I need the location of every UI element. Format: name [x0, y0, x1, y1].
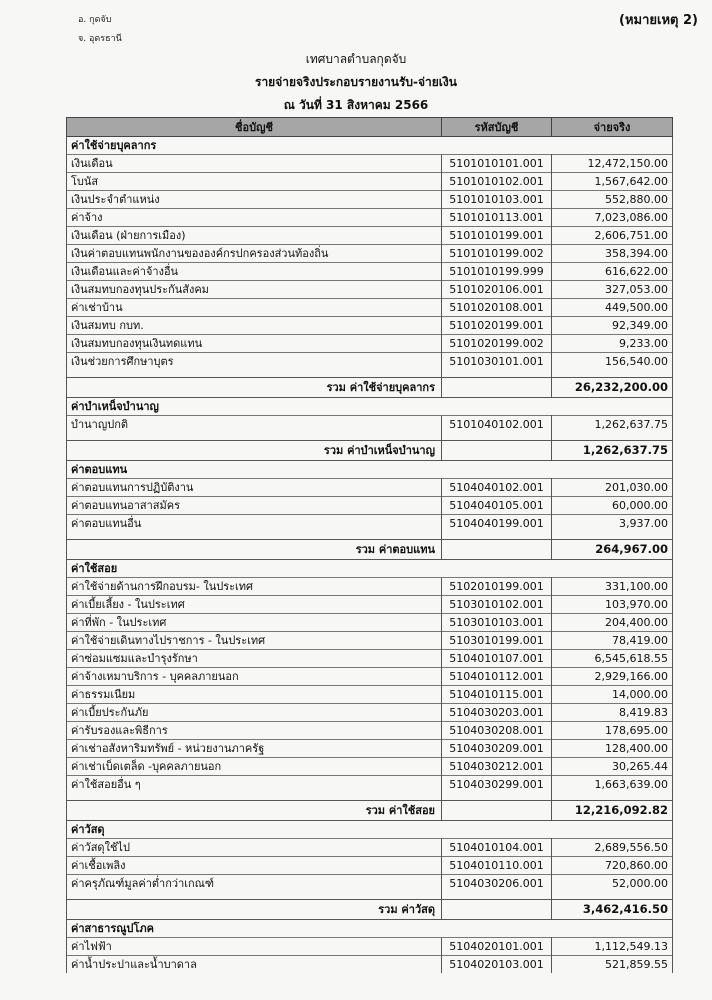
- subtotal-row: [67, 540, 673, 560]
- account-amount: 3,937.00: [552, 515, 673, 533]
- spacer-row: [67, 433, 673, 441]
- spacer-row: [67, 892, 673, 900]
- spacer-cell: [552, 532, 673, 540]
- spacer-row: [67, 370, 673, 378]
- account-amount: 6,545,618.55: [552, 650, 673, 668]
- account-name: เงินสมทบ กบท.: [67, 317, 442, 335]
- account-amount: 327,053.00: [552, 281, 673, 299]
- account-code: 5101010113.001: [442, 209, 552, 227]
- account-amount: 552,880.00: [552, 191, 673, 209]
- category-title: ค่าสาธารณูปโภค: [67, 920, 442, 938]
- table-header-row: [67, 118, 673, 137]
- table-row: [67, 263, 673, 281]
- spacer-cell: [552, 433, 673, 441]
- subtotal-label: รวม ค่าบำเหน็จบำนาญ: [67, 441, 442, 461]
- subtotal-label: รวม ค่าวัสดุ: [67, 900, 442, 920]
- table-row: [67, 227, 673, 245]
- account-code: 5104040105.001: [442, 497, 552, 515]
- category-amount-cell: [552, 137, 673, 155]
- expense-table: [66, 117, 673, 973]
- table-row: [67, 956, 673, 974]
- account-code: 5104040102.001: [442, 479, 552, 497]
- account-code: 5104010112.001: [442, 668, 552, 686]
- account-code: 5101010199.002: [442, 245, 552, 263]
- account-name: เงินประจำตำแหน่ง: [67, 191, 442, 209]
- category-code-cell: [442, 920, 552, 938]
- account-name: บำนาญปกติ: [67, 416, 442, 434]
- table-row: [67, 857, 673, 875]
- subtotal-code-cell: [442, 540, 552, 560]
- table-row: [67, 686, 673, 704]
- table-row: [67, 776, 673, 794]
- account-code: 5104030299.001: [442, 776, 552, 794]
- account-name: ค่าตอบแทนการปฏิบัติงาน: [67, 479, 442, 497]
- column-header-name: ชื่อบัญชี: [67, 118, 442, 137]
- subtotal-label: รวม ค่าตอบแทน: [67, 540, 442, 560]
- account-name: เงินสมทบกองทุนเงินทดแทน: [67, 335, 442, 353]
- account-code: 5101040102.001: [442, 416, 552, 434]
- account-code: 5104010115.001: [442, 686, 552, 704]
- column-header-code: รหัสบัญชี: [442, 118, 552, 137]
- subtotal-label: รวม ค่าใช้สอย: [67, 801, 442, 821]
- account-code: 5102010199.001: [442, 578, 552, 596]
- table-row: [67, 515, 673, 533]
- category-amount-cell: [552, 821, 673, 839]
- category-row: [67, 560, 673, 578]
- subtotal-code-cell: [442, 441, 552, 461]
- subtotal-code-cell: [442, 801, 552, 821]
- account-code: 5104020101.001: [442, 938, 552, 956]
- account-name: เงินค่าตอบแทนพนักงานขององค์กรปกครองส่วนท้องถิ่น: [67, 245, 442, 263]
- account-name: ค่าตอบแทนอาสาสมัคร: [67, 497, 442, 515]
- table-row: [67, 416, 673, 434]
- account-amount: 358,394.00: [552, 245, 673, 263]
- account-amount: 92,349.00: [552, 317, 673, 335]
- subtotal-amount: 3,462,416.50: [552, 900, 673, 920]
- table-row: [67, 650, 673, 668]
- table-row: [67, 191, 673, 209]
- account-code: 5103010102.001: [442, 596, 552, 614]
- org-name: เทศบาลตำบลกุดจับ: [305, 52, 407, 66]
- table-row: [67, 209, 673, 227]
- account-code: 5101010103.001: [442, 191, 552, 209]
- category-row: [67, 821, 673, 839]
- account-amount: 449,500.00: [552, 299, 673, 317]
- account-name: ค่าครุภัณฑ์มูลค่าต่ำกว่าเกณฑ์: [67, 875, 442, 893]
- table-row: [67, 632, 673, 650]
- table-row: [67, 722, 673, 740]
- account-code: 5101020199.002: [442, 335, 552, 353]
- account-name: ค่าเชื้อเพลิง: [67, 857, 442, 875]
- account-name: ค่าจ้างเหมาบริการ - บุคคลภายนอก: [67, 668, 442, 686]
- account-name: เงินเดือน (ฝ่ายการเมือง): [67, 227, 442, 245]
- category-title: ค่าวัสดุ: [67, 821, 442, 839]
- account-name: ค่ารับรองและพิธีการ: [67, 722, 442, 740]
- category-code-cell: [442, 398, 552, 416]
- subtotal-amount: 12,216,092.82: [552, 801, 673, 821]
- account-code: 5104030212.001: [442, 758, 552, 776]
- subtotal-row: [67, 441, 673, 461]
- account-name: เงินสมทบกองทุนประกันสังคม: [67, 281, 442, 299]
- category-amount-cell: [552, 560, 673, 578]
- category-row: [67, 461, 673, 479]
- table-row: [67, 740, 673, 758]
- account-code: 5101020106.001: [442, 281, 552, 299]
- account-name: ค่าเช่าเบ็ดเตล็ด -บุคคลภายนอก: [67, 758, 442, 776]
- account-amount: 331,100.00: [552, 578, 673, 596]
- spacer-cell: [442, 433, 552, 441]
- category-title: ค่าใช้จ่ายบุคลากร: [67, 137, 442, 155]
- account-name: เงินเดือนและค่าจ้างอื่น: [67, 263, 442, 281]
- category-amount-cell: [552, 398, 673, 416]
- account-amount: 12,472,150.00: [552, 155, 673, 173]
- subtotal-amount: 264,967.00: [552, 540, 673, 560]
- table-row: [67, 245, 673, 263]
- account-code: 5104040199.001: [442, 515, 552, 533]
- account-amount: 103,970.00: [552, 596, 673, 614]
- account-name: เงินเดือน: [67, 155, 442, 173]
- subtotal-code-cell: [442, 378, 552, 398]
- spacer-cell: [67, 433, 442, 441]
- subtotal-row: [67, 378, 673, 398]
- account-code: 5104020103.001: [442, 956, 552, 974]
- account-amount: 2,689,556.50: [552, 839, 673, 857]
- account-amount: 30,265.44: [552, 758, 673, 776]
- account-amount: 1,567,642.00: [552, 173, 673, 191]
- spacer-cell: [67, 793, 442, 801]
- account-name: ค่าที่พัก - ในประเทศ: [67, 614, 442, 632]
- account-amount: 720,860.00: [552, 857, 673, 875]
- account-amount: 156,540.00: [552, 353, 673, 371]
- category-row: [67, 920, 673, 938]
- account-amount: 1,663,639.00: [552, 776, 673, 794]
- account-name: เงินช่วยการศึกษาบุตร: [67, 353, 442, 371]
- spacer-cell: [442, 892, 552, 900]
- category-row: [67, 398, 673, 416]
- category-code-cell: [442, 137, 552, 155]
- category-code-cell: [442, 821, 552, 839]
- spacer-cell: [552, 793, 673, 801]
- category-amount-cell: [552, 920, 673, 938]
- account-name: ค่าตอบแทนอื่น: [67, 515, 442, 533]
- table-row: [67, 497, 673, 515]
- account-code: 5101010199.999: [442, 263, 552, 281]
- subtotal-code-cell: [442, 900, 552, 920]
- spacer-cell: [442, 370, 552, 378]
- account-amount: 204,400.00: [552, 614, 673, 632]
- account-amount: 8,419.83: [552, 704, 673, 722]
- table-row: [67, 614, 673, 632]
- spacer-row: [67, 793, 673, 801]
- table-row: [67, 875, 673, 893]
- category-code-cell: [442, 560, 552, 578]
- spacer-cell: [67, 892, 442, 900]
- account-amount: 52,000.00: [552, 875, 673, 893]
- table-row: [67, 938, 673, 956]
- account-code: 5104010104.001: [442, 839, 552, 857]
- account-name: ค่าใช้จ่ายเดินทางไปราชการ - ในประเทศ: [67, 632, 442, 650]
- spacer-cell: [442, 793, 552, 801]
- account-name: โบนัส: [67, 173, 442, 191]
- account-name: ค่าไฟฟ้า: [67, 938, 442, 956]
- account-code: 5103010103.001: [442, 614, 552, 632]
- account-name: ค่าใช้จ่ายด้านการฝึกอบรม- ในประเทศ: [67, 578, 442, 596]
- account-amount: 178,695.00: [552, 722, 673, 740]
- category-amount-cell: [552, 461, 673, 479]
- subtotal-row: [67, 801, 673, 821]
- account-code: 5101010101.001: [442, 155, 552, 173]
- spacer-cell: [552, 892, 673, 900]
- table-row: [67, 335, 673, 353]
- category-row: [67, 137, 673, 155]
- category-title: ค่าใช้สอย: [67, 560, 442, 578]
- table-body: [67, 137, 673, 974]
- table-row: [67, 479, 673, 497]
- account-amount: 1,112,549.13: [552, 938, 673, 956]
- account-amount: 60,000.00: [552, 497, 673, 515]
- column-header-amount: จ่ายจริง: [552, 118, 673, 137]
- account-code: 5101010199.001: [442, 227, 552, 245]
- account-name: ค่าน้ำประปาและน้ำบาดาล: [67, 956, 442, 974]
- account-name: ค่าวัสดุใช้ไป: [67, 839, 442, 857]
- subtotal-row: [67, 900, 673, 920]
- table-row: [67, 578, 673, 596]
- account-name: ค่าเบี้ยประกันภัย: [67, 704, 442, 722]
- account-amount: 128,400.00: [552, 740, 673, 758]
- account-code: 5104030206.001: [442, 875, 552, 893]
- subtotal-label: รวม ค่าใช้จ่ายบุคลากร: [67, 378, 442, 398]
- account-code: 5104030209.001: [442, 740, 552, 758]
- table-row: [67, 299, 673, 317]
- table-row: [67, 317, 673, 335]
- account-amount: 616,622.00: [552, 263, 673, 281]
- report-title: รายจ่ายจริงประกอบรายงานรับ-จ่ายเงิน: [255, 75, 457, 89]
- account-name: ค่าเช่าอสังหาริมทรัพย์ - หน่วยงานภาครัฐ: [67, 740, 442, 758]
- account-amount: 201,030.00: [552, 479, 673, 497]
- account-amount: 521,859.55: [552, 956, 673, 974]
- report-date: ณ วันที่ 31 สิงหาคม 2566: [283, 98, 429, 112]
- table-row: [67, 596, 673, 614]
- table-row: [67, 704, 673, 722]
- account-code: 5103010199.001: [442, 632, 552, 650]
- account-name: ค่าเช่าบ้าน: [67, 299, 442, 317]
- province-label: จ. อุดรธานี: [78, 34, 122, 44]
- account-amount: 9,233.00: [552, 335, 673, 353]
- category-title: ค่าบำเหน็จบำนาญ: [67, 398, 442, 416]
- table-row: [67, 173, 673, 191]
- spacer-cell: [552, 370, 673, 378]
- table-row: [67, 668, 673, 686]
- spacer-cell: [67, 370, 442, 378]
- account-name: ค่าเบี้ยเลี้ยง - ในประเทศ: [67, 596, 442, 614]
- subtotal-amount: 1,262,637.75: [552, 441, 673, 461]
- category-title: ค่าตอบแทน: [67, 461, 442, 479]
- district-label: อ. กุดจับ: [78, 15, 112, 25]
- account-name: ค่าจ้าง: [67, 209, 442, 227]
- account-amount: 2,929,166.00: [552, 668, 673, 686]
- account-code: 5101020108.001: [442, 299, 552, 317]
- spacer-cell: [442, 532, 552, 540]
- account-code: 5104010107.001: [442, 650, 552, 668]
- account-code: 5101030101.001: [442, 353, 552, 371]
- spacer-row: [67, 532, 673, 540]
- table-row: [67, 758, 673, 776]
- table-row: [67, 839, 673, 857]
- account-name: ค่าใช้สอยอื่น ๆ: [67, 776, 442, 794]
- spacer-cell: [67, 532, 442, 540]
- account-amount: 7,023,086.00: [552, 209, 673, 227]
- account-code: 5101020199.001: [442, 317, 552, 335]
- account-amount: 78,419.00: [552, 632, 673, 650]
- account-code: 5104010110.001: [442, 857, 552, 875]
- table-row: [67, 281, 673, 299]
- account-code: 5101010102.001: [442, 173, 552, 191]
- account-name: ค่าธรรมเนียม: [67, 686, 442, 704]
- account-name: ค่าซ่อมแซมและบำรุงรักษา: [67, 650, 442, 668]
- table-row: [67, 155, 673, 173]
- account-code: 5104030208.001: [442, 722, 552, 740]
- table-row: [67, 353, 673, 371]
- note-label: (หมายเหตุ 2): [619, 13, 698, 28]
- account-code: 5104030203.001: [442, 704, 552, 722]
- account-amount: 2,606,751.00: [552, 227, 673, 245]
- account-amount: 1,262,637.75: [552, 416, 673, 434]
- category-code-cell: [442, 461, 552, 479]
- subtotal-amount: 26,232,200.00: [552, 378, 673, 398]
- account-amount: 14,000.00: [552, 686, 673, 704]
